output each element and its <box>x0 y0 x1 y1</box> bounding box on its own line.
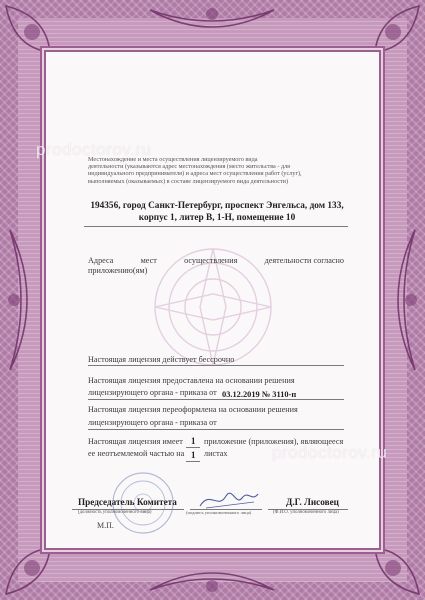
appendix-line1: Настоящая лицензия имеет <box>88 437 183 446</box>
address-block <box>72 200 362 224</box>
appendix-label2: листах <box>204 449 228 458</box>
count2-underline <box>186 461 200 462</box>
position-caption: (должность уполномоченного лица) <box>78 510 152 515</box>
count1-underline <box>186 447 200 448</box>
address-line1: 194356, город Санкт-Петербург, проспект Энгельса, дом 133, <box>90 201 344 211</box>
reissue-line2: лицензирующего органа - приказа от <box>88 418 217 427</box>
location-caption-line4: выполняемых (оказываемых) в составе лицензируемого вида деятельности) <box>88 177 289 185</box>
name-caption: (Ф.И.О. уполномоченного лица) <box>273 510 339 515</box>
activity-word4: деятельности согласно <box>264 256 344 265</box>
validity-text: Настоящая лицензия действует бессрочно <box>88 355 235 364</box>
decision-number: 03.12.2019 № 3110-п <box>222 390 297 399</box>
address-underline <box>84 226 348 227</box>
location-caption-line3: индивидуального предпринимателя) и адреса мест осуществления работ (услуг), <box>88 170 302 178</box>
appendix-label1: приложение (приложения), являющееся <box>204 437 344 446</box>
appendix-line2: ее неотъемлемой частью на <box>88 449 185 458</box>
appendix-count1: 1 <box>191 436 196 446</box>
basis-block <box>88 376 348 398</box>
basis-line2: лицензирующего органа - приказа от <box>88 388 217 397</box>
signatory-position: Председатель Комитета <box>78 497 177 507</box>
appendix-count2: 1 <box>191 450 196 460</box>
reissue-line1: Настоящая лицензия переоформлена на основании решения <box>88 405 298 414</box>
activity-word1: Адреса <box>88 256 114 265</box>
signatory-name: Д.Г. Лисовец <box>286 497 339 507</box>
location-caption <box>88 156 346 185</box>
signature-caption: (подпись уполномоченного лица) <box>186 510 252 515</box>
basis-underline <box>88 399 344 400</box>
watermark-bottom: prodoctorov.ru <box>272 443 388 462</box>
activity-word2: мест <box>140 256 157 265</box>
reissue-block <box>88 405 348 428</box>
validity-underline <box>88 365 344 366</box>
stamp-place-label: М.П. <box>97 521 114 530</box>
activity-word3: осуществления <box>184 256 238 265</box>
location-caption-line2: деятельности (указываются адрес местонахождения (место жительства - для <box>88 163 291 171</box>
activity-places-line2: приложению(ям) <box>88 266 148 275</box>
address-line2: корпус 1, литер В, 1-Н, помещение 10 <box>138 213 296 223</box>
activity-places <box>88 256 344 276</box>
activity-places-row <box>88 256 344 266</box>
reissue-underline <box>88 429 344 430</box>
location-caption-line1: Местонахождение и места осуществления лицензируемого вида <box>88 156 258 163</box>
basis-line1: Настоящая лицензия предоставлена на основании решения <box>88 376 295 385</box>
watermark-top: prodoctorov.ru <box>36 140 152 159</box>
